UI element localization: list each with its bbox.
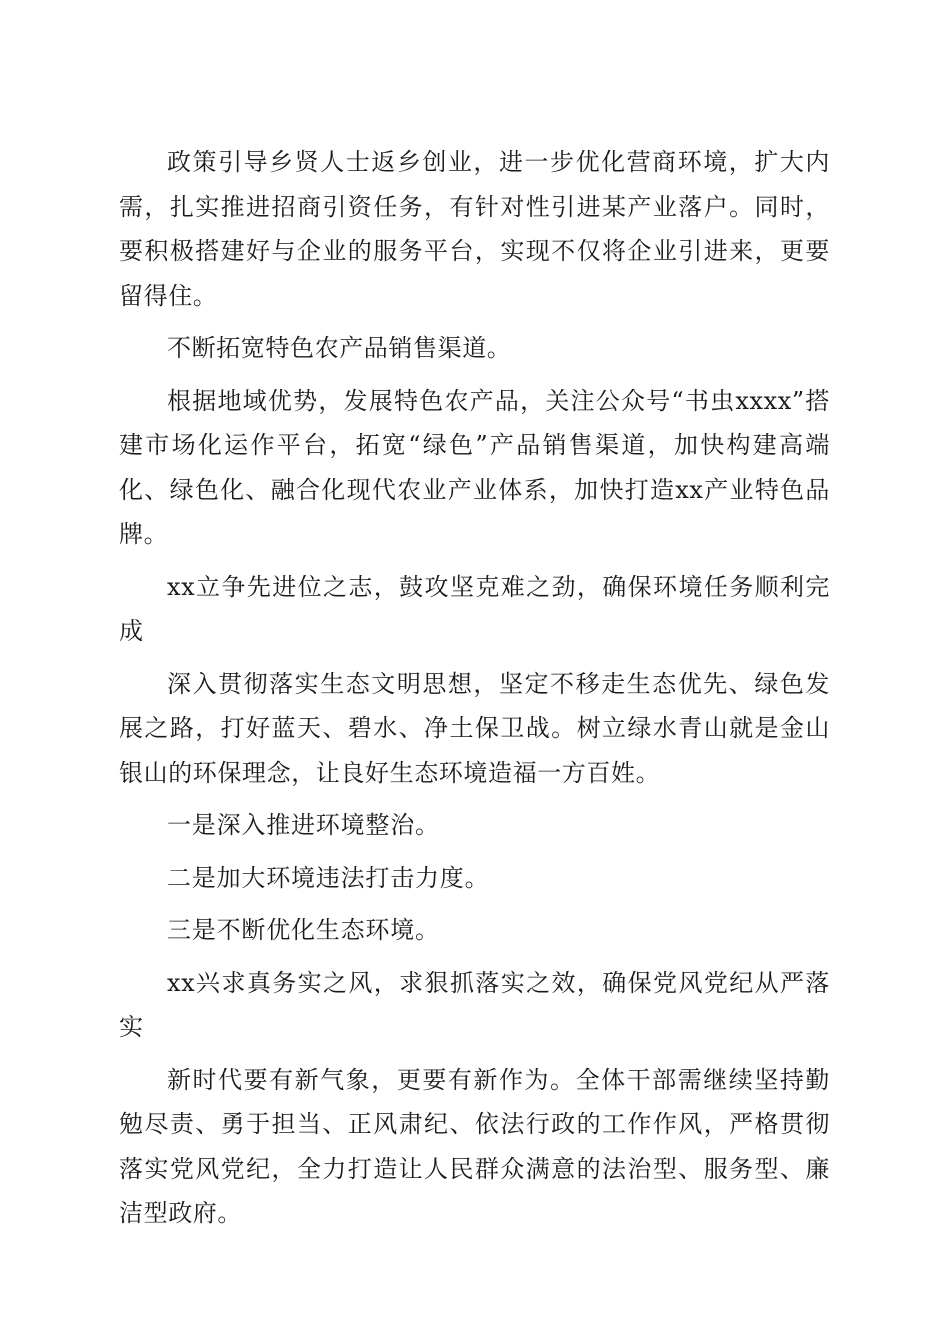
document-body bbox=[119, 140, 830, 1244]
paragraph-specialty-agriculture: 根据地域优势，发展特色农产品，关注公众号“书虫xxxx”搭建市场化运作平台，拓宽“绿色”产品销售渠道，加快构建高端化、绿色化、融合化现代农业产业体系，加快打造xx产业特色品牌。 bbox=[119, 386, 830, 548]
paragraph-sales-channels-heading: 不断拓宽特色农产品销售渠道。 bbox=[167, 334, 512, 362]
paragraph-environment-task-heading: xx立争先进位之志，鼓攻坚克难之劲，确保环境任务顺利完成 bbox=[119, 572, 830, 645]
paragraph-point-three: 三是不断优化生态环境。 bbox=[167, 916, 440, 944]
paragraph-party-discipline-heading: xx兴求真务实之风，求狠抓落实之效，确保党风党纪从严落实 bbox=[119, 968, 830, 1041]
paragraph-point-one: 一是深入推进环境整治。 bbox=[167, 811, 440, 839]
paragraph-ecological-civilization: 深入贯彻落实生态文明思想，坚定不移走生态优先、绿色发展之路，打好蓝天、碧水、净土保卫战。树立绿水青山就是金山银山的环保理念，让良好生态环境造福一方百姓。 bbox=[119, 669, 830, 787]
paragraph-business-environment: 政策引导乡贤人士返乡创业，进一步优化营商环境，扩大内需，扎实推进招商引资任务，有针对性引进某产业落户。同时，要积极搭建好与企业的服务平台，实现不仅将企业引进来，更要留得住。 bbox=[119, 148, 830, 310]
paragraph-point-two: 二是加大环境违法打击力度。 bbox=[167, 863, 490, 892]
paragraph-new-era-conduct: 新时代要有新气象，更要有新作为。全体干部需继续坚持勤勉尽责、勇于担当、正风肃纪、依法行政的工作作风，严格贯彻落实党风党纪，全力打造让人民群众满意的法治型、服务型、廉洁型政府。 bbox=[119, 1065, 830, 1227]
